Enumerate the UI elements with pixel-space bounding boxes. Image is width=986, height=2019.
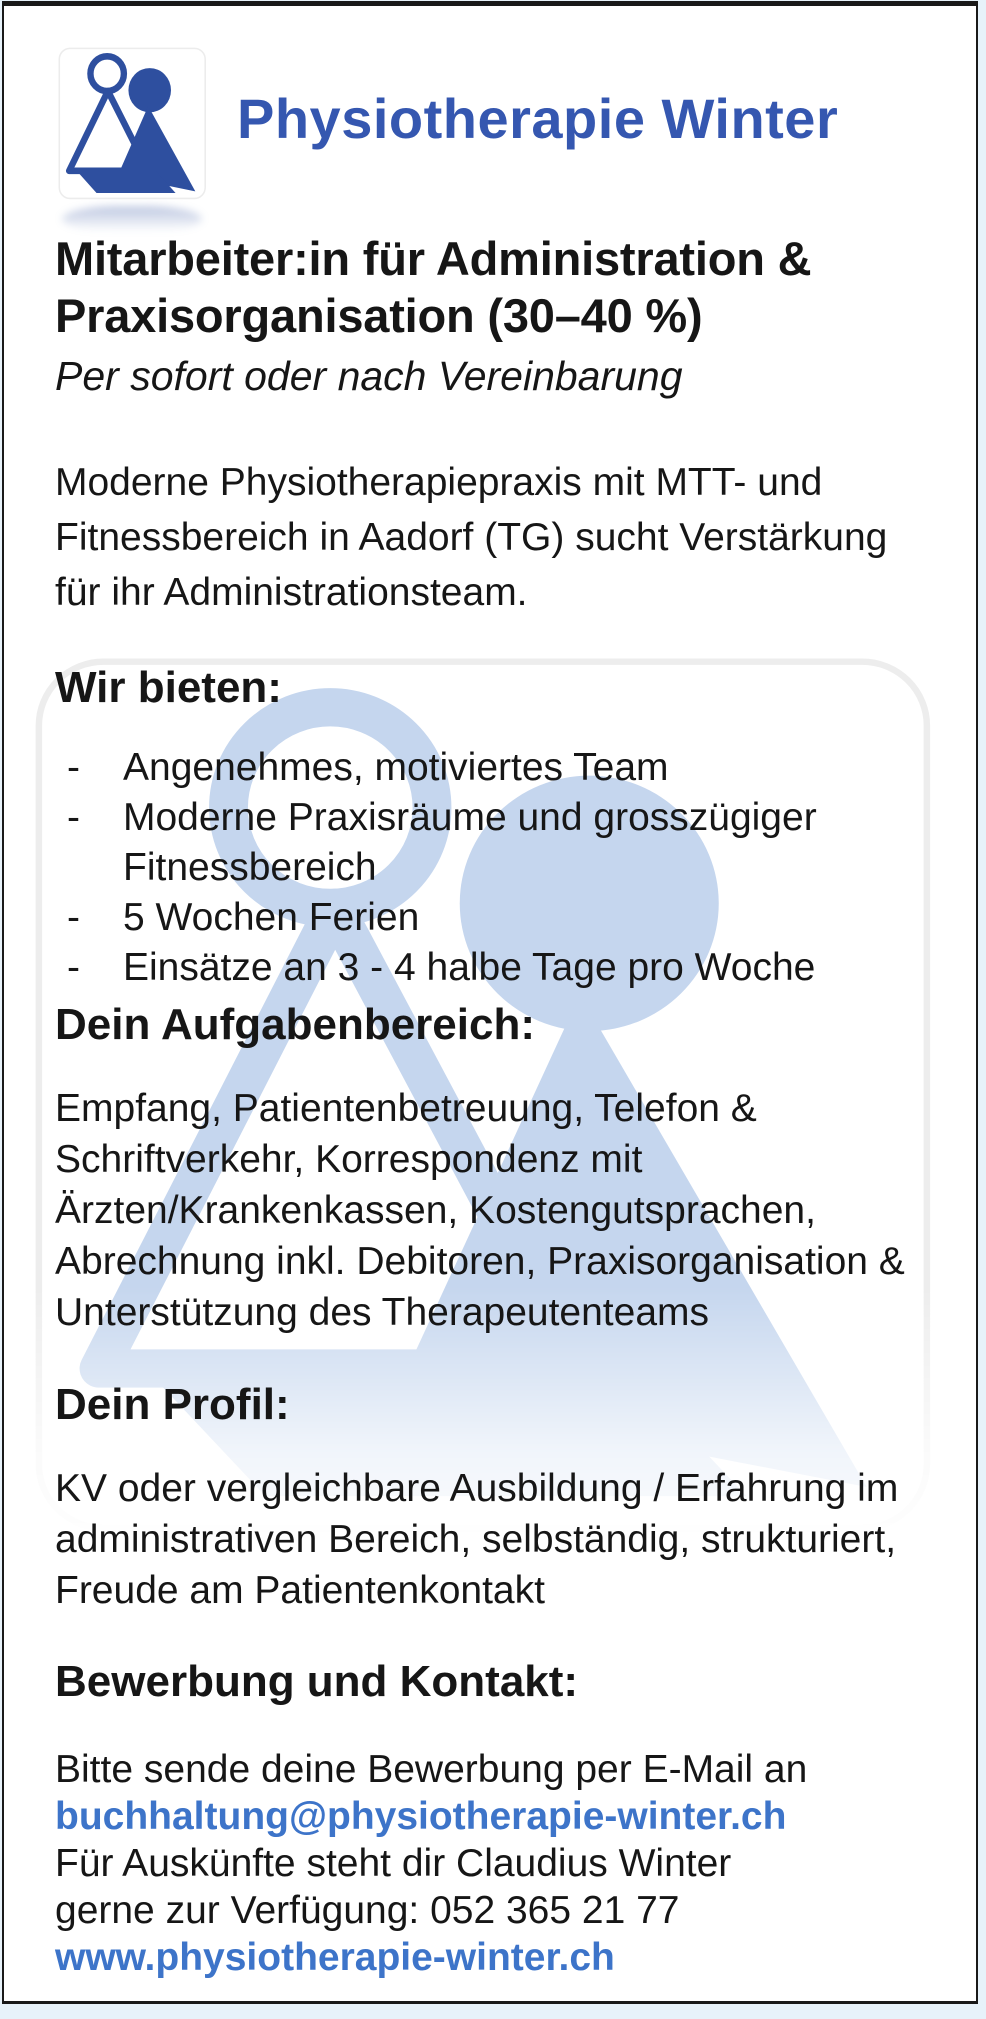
email-link[interactable]: buchhaltung@physiotherapie-winter.ch bbox=[55, 1795, 787, 1838]
list-item-text: Einsätze an 3 - 4 halbe Tage pro Woche bbox=[123, 946, 816, 989]
bullet-dash: - bbox=[67, 946, 80, 989]
physio-figures-logo-icon bbox=[57, 46, 209, 204]
bullet-dash: - bbox=[67, 746, 80, 789]
offer-list bbox=[67, 743, 927, 993]
contact-info-line1: Für Auskünfte steht dir Claudius Winter bbox=[55, 1842, 732, 1885]
section-heading-tasks: Dein Aufgabenbereich: bbox=[55, 1000, 535, 1049]
contact-block bbox=[55, 1747, 970, 1982]
contact-intro-line: Bitte sende deine Bewerbung per E-Mail an bbox=[55, 1748, 808, 1791]
bullet-dash: - bbox=[67, 796, 80, 839]
section-heading-offer: Wir bieten: bbox=[55, 663, 282, 712]
website-link[interactable]: www.physiotherapie-winter.ch bbox=[55, 1936, 615, 1979]
list-item-text: Angenehmes, motiviertes Team bbox=[123, 746, 669, 789]
bullet-dash: - bbox=[67, 896, 80, 939]
section-heading-profile: Dein Profil: bbox=[55, 1380, 290, 1429]
list-item bbox=[67, 743, 927, 793]
logo-reflection bbox=[62, 206, 202, 232]
intro-paragraph: Moderne Physiotherapiepraxis mit MTT- und Fitnessbereich in Aadorf (TG) sucht Verstärkung für ihr Administrationsteam. bbox=[55, 461, 888, 614]
tasks-paragraph: Empfang, Patientenbetreuung, Telefon & Schriftverkehr, Korrespondenz mit Ärzten/Krankenkassen, Kostengutsprachen, Abrechnung inkl. Debitoren, Praxisorganisation & Unterstützung des Therapeutenteams bbox=[55, 1087, 905, 1334]
list-item bbox=[67, 893, 927, 943]
list-item bbox=[67, 943, 927, 993]
section-heading-contact: Bewerbung und Kontakt: bbox=[55, 1657, 579, 1706]
brand-title: Physiotherapie Winter bbox=[237, 87, 839, 150]
availability-line: Per sofort oder nach Vereinbarung bbox=[55, 353, 683, 399]
list-item bbox=[67, 793, 927, 893]
list-item-text: 5 Wochen Ferien bbox=[123, 896, 420, 939]
profile-paragraph: KV oder vergleichbare Ausbildung / Erfahrung im administrativen Bereich, selbständig, strukturiert, Freude am Patientenkontakt bbox=[55, 1467, 899, 1612]
job-title: Mitarbeiter:in für Administration & Praxisorganisation (30–40 %) bbox=[55, 232, 812, 342]
contact-info-line2: gerne zur Verfügung: 052 365 21 77 bbox=[55, 1889, 680, 1932]
list-item-text: Moderne Praxisräume und grosszügiger Fitnessbereich bbox=[123, 796, 817, 889]
